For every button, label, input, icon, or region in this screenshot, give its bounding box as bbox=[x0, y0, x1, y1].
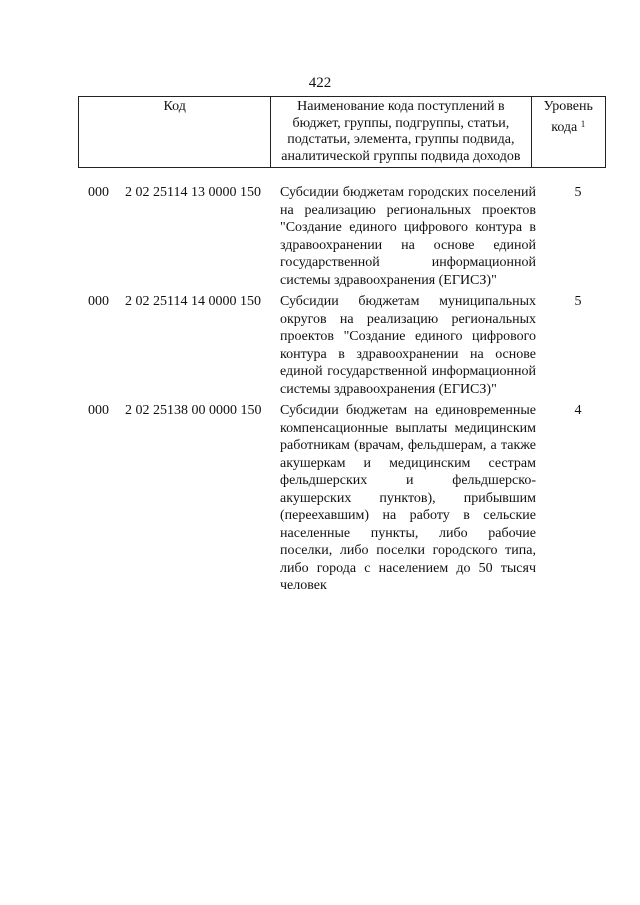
page-number: 422 bbox=[308, 75, 332, 91]
footnote-marker: 1 bbox=[580, 118, 586, 129]
row-income-code: 2 02 25114 14 0000 150 bbox=[125, 294, 261, 309]
table-row bbox=[78, 402, 606, 595]
header-level-label-2: кода bbox=[551, 119, 578, 135]
row-admin-code: 000 bbox=[88, 294, 109, 309]
header-code-label: Код bbox=[163, 99, 186, 114]
header-name-line: бюджет, группы, подгруппы, статьи, bbox=[292, 115, 510, 131]
header-name-cell bbox=[271, 97, 531, 168]
row-name: Субсидии бюджетам муниципальных округов на реализацию региональных проектов "Создание единого цифрового контура в здравоохранении на основе единой государственной информационной системы здравоохранения (ЕГИСЗ)" bbox=[280, 294, 536, 397]
header-name-line: аналитической группы подвида доходов bbox=[281, 148, 521, 164]
header-table bbox=[78, 96, 606, 168]
header-name-line: подстатьи, элемента, группы подвида, bbox=[287, 132, 515, 147]
table-row bbox=[78, 293, 606, 398]
row-income-code: 2 02 25138 00 0000 150 bbox=[125, 403, 262, 418]
header-level-cell bbox=[531, 97, 605, 168]
row-admin-code: 000 bbox=[88, 185, 109, 200]
row-income-code: 2 02 25114 13 0000 150 bbox=[125, 185, 261, 200]
row-level: 4 bbox=[574, 403, 582, 418]
row-admin-code: 000 bbox=[88, 403, 109, 418]
income-codes-list bbox=[78, 184, 606, 595]
header-level-label: Уровень bbox=[543, 99, 593, 114]
row-name: Субсидии бюджетам городских поселений на реализацию региональных проектов "Создание единого цифрового контура в здравоохранении на основе единой государственной информационной системы здравоохранения (ЕГИСЗ)" bbox=[280, 185, 536, 288]
header-code-cell bbox=[79, 97, 271, 168]
header-name-line: Наименование кода поступлений в bbox=[297, 99, 505, 114]
row-level: 5 bbox=[574, 294, 582, 309]
table-row bbox=[78, 184, 606, 289]
row-name: Субсидии бюджетам на единовременные компенсационные выплаты медицинским работникам (врачам, фельдшерам, а также акушеркам и медицинским сестрам фельдшерских и фельдшерско-акушерских пунктов), прибывшим (переехавшим) на работу в сельские населенные пункты, либо рабочие поселки, либо поселки городского типа, либо города с населением до 50 тысяч человек bbox=[280, 403, 536, 593]
row-level: 5 bbox=[574, 185, 582, 200]
